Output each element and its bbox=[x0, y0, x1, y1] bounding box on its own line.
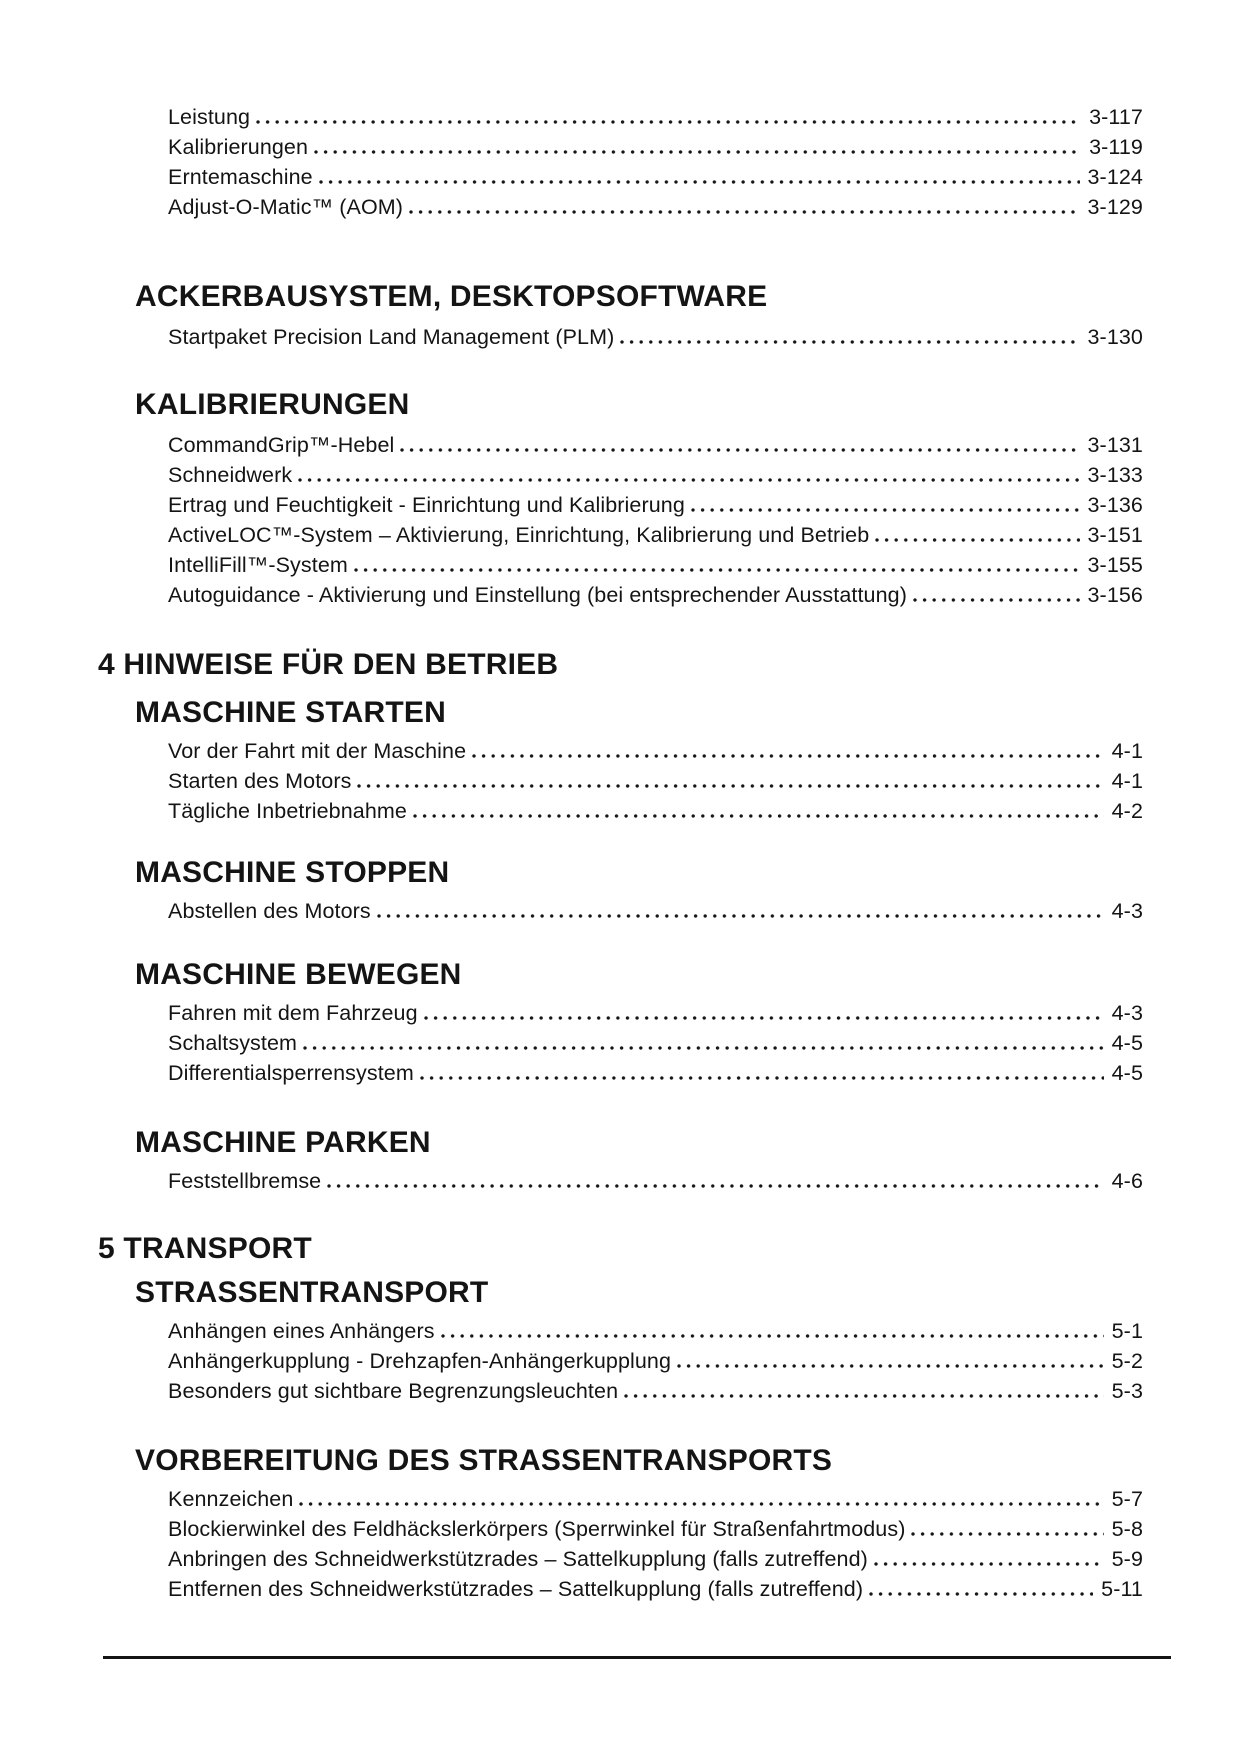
toc-entry bbox=[168, 998, 1143, 1028]
toc-entry bbox=[168, 1316, 1143, 1346]
dot-leader bbox=[327, 1184, 1103, 1188]
toc-entry-page: 5-3 bbox=[1111, 1379, 1143, 1403]
toc-entry-page: 3-129 bbox=[1087, 195, 1143, 219]
toc-entry-title: IntelliFill™-System bbox=[168, 553, 348, 577]
toc-entry bbox=[168, 580, 1143, 610]
toc-entry-page: 3-156 bbox=[1087, 583, 1143, 607]
toc-entry-title: Autoguidance - Aktivierung und Einstellung (bei entsprechender Ausstattung) bbox=[168, 583, 907, 607]
toc-entry-title: Anhängen eines Anhängers bbox=[168, 1319, 435, 1343]
toc-entry bbox=[168, 322, 1143, 352]
toc-entry-title: Fahren mit dem Fahrzeug bbox=[168, 1001, 418, 1025]
toc-entry-page: 3-136 bbox=[1087, 493, 1143, 517]
toc-entry-title: Vor der Fahrt mit der Maschine bbox=[168, 739, 467, 763]
toc-entry-page: 5-8 bbox=[1111, 1517, 1143, 1541]
dot-leader bbox=[913, 598, 1080, 602]
toc-entry-title: Kalibrierungen bbox=[168, 135, 309, 159]
toc-entry-page: 5-7 bbox=[1111, 1487, 1143, 1511]
toc-entry bbox=[168, 1484, 1143, 1514]
section-heading: STRASSENTRANSPORT bbox=[135, 1276, 489, 1309]
chapter-heading: 4 HINWEISE FÜR DEN BETRIEB bbox=[98, 648, 559, 681]
toc-entry-title: Tägliche Inbetriebnahme bbox=[168, 799, 407, 823]
toc-entry-title: Ertrag und Feuchtigkeit - Einrichtung und Kalibrierung bbox=[168, 493, 685, 517]
toc-entry-title: Besonders gut sichtbare Begrenzungsleuchten bbox=[168, 1379, 619, 1403]
toc-entry bbox=[168, 520, 1143, 550]
toc-entry-page: 5-1 bbox=[1111, 1319, 1143, 1343]
toc-entry-title: Schaltsystem bbox=[168, 1031, 298, 1055]
toc-entry-title: Abstellen des Motors bbox=[168, 899, 371, 923]
section-heading: ACKERBAUSYSTEM, DESKTOPSOFTWARE bbox=[135, 280, 768, 313]
dot-leader bbox=[377, 914, 1104, 918]
toc-entry bbox=[168, 1058, 1143, 1088]
toc-entry-page: 3-124 bbox=[1087, 165, 1143, 189]
toc-entry bbox=[168, 896, 1143, 926]
dot-leader bbox=[624, 1394, 1104, 1398]
section-heading: VORBEREITUNG DES STRASSENTRANSPORTS bbox=[135, 1444, 833, 1477]
toc-entry-title: Entfernen des Schneidwerkstützrades – Sattelkupplung (falls zutreffend) bbox=[168, 1577, 864, 1601]
dot-leader bbox=[299, 1502, 1103, 1506]
dot-leader bbox=[409, 210, 1079, 214]
toc-entry bbox=[168, 132, 1143, 162]
toc-entry-title: Adjust-O-Matic™ (AOM) bbox=[168, 195, 404, 219]
toc-entry bbox=[168, 796, 1143, 826]
toc-entry-page: 4-1 bbox=[1111, 739, 1143, 763]
dot-leader bbox=[420, 1076, 1104, 1080]
dot-leader bbox=[424, 1016, 1104, 1020]
toc-entry-title: Starten des Motors bbox=[168, 769, 352, 793]
dot-leader bbox=[441, 1334, 1104, 1338]
toc-entry-title: Kennzeichen bbox=[168, 1487, 294, 1511]
dot-leader bbox=[691, 508, 1080, 512]
toc-entry-title: Differentialsperrensystem bbox=[168, 1061, 414, 1085]
chapter-heading: 5 TRANSPORT bbox=[98, 1232, 312, 1265]
dot-leader bbox=[869, 1592, 1093, 1596]
dot-leader bbox=[413, 814, 1104, 818]
toc-entry bbox=[168, 1376, 1143, 1406]
toc-entry-page: 4-1 bbox=[1111, 769, 1143, 793]
toc-entry-page: 3-151 bbox=[1087, 523, 1143, 547]
toc-entry bbox=[168, 430, 1143, 460]
dot-leader bbox=[298, 478, 1079, 482]
toc-entry-page: 5-11 bbox=[1101, 1577, 1143, 1601]
toc-entry-page: 3-117 bbox=[1089, 105, 1143, 129]
toc-entry bbox=[168, 102, 1143, 132]
toc-entry bbox=[168, 550, 1143, 580]
dot-leader bbox=[677, 1364, 1104, 1368]
toc-entry-title: Feststellbremse bbox=[168, 1169, 322, 1193]
dot-leader bbox=[354, 568, 1080, 572]
toc-entry-title: Startpaket Precision Land Management (PLM) bbox=[168, 325, 615, 349]
toc-entry-page: 4-6 bbox=[1111, 1169, 1143, 1193]
toc-entry-title: ActiveLOC™-System – Aktivierung, Einrichtung, Kalibrierung und Betrieb bbox=[168, 523, 870, 547]
toc-entry bbox=[168, 1544, 1143, 1574]
dot-leader bbox=[874, 1562, 1104, 1566]
toc-entry-title: Blockierwinkel des Feldhäckslerkörpers (Sperrwinkel für Straßenfahrtmodus) bbox=[168, 1517, 906, 1541]
toc-entry-page: 5-2 bbox=[1111, 1349, 1143, 1373]
toc-entry-title: Erntemaschine bbox=[168, 165, 313, 189]
dot-leader bbox=[620, 340, 1079, 344]
toc-entry-title: CommandGrip™-Hebel bbox=[168, 433, 395, 457]
toc-entry-page: 3-133 bbox=[1087, 463, 1143, 487]
toc-entry-page: 3-119 bbox=[1089, 135, 1143, 159]
toc-entry bbox=[168, 490, 1143, 520]
toc-entry-title: Leistung bbox=[168, 105, 251, 129]
toc-entry bbox=[168, 1028, 1143, 1058]
dot-leader bbox=[319, 180, 1080, 184]
toc-entry bbox=[168, 1166, 1143, 1196]
toc-entry bbox=[168, 1346, 1143, 1376]
dot-leader bbox=[911, 1532, 1103, 1536]
dot-leader bbox=[400, 448, 1079, 452]
toc-entry-group bbox=[98, 102, 1143, 222]
dot-leader bbox=[357, 784, 1103, 788]
toc-entry-page: 4-5 bbox=[1111, 1061, 1143, 1085]
toc-entry bbox=[168, 1574, 1143, 1604]
toc-entry bbox=[168, 766, 1143, 796]
dot-leader bbox=[314, 150, 1081, 154]
section-heading: MASCHINE BEWEGEN bbox=[135, 958, 462, 991]
toc-entry-page: 3-155 bbox=[1087, 553, 1143, 577]
footer-rule bbox=[103, 1656, 1171, 1659]
toc-entry-page: 3-130 bbox=[1087, 325, 1143, 349]
toc-entry-page: 4-5 bbox=[1111, 1031, 1143, 1055]
section-heading: KALIBRIERUNGEN bbox=[135, 388, 410, 421]
toc-entry-title: Anbringen des Schneidwerkstützrades – Sattelkupplung (falls zutreffend) bbox=[168, 1547, 868, 1571]
toc-entry-page: 5-9 bbox=[1111, 1547, 1143, 1571]
section-heading: MASCHINE STARTEN bbox=[135, 696, 446, 729]
toc-entry bbox=[168, 736, 1143, 766]
section-heading: MASCHINE STOPPEN bbox=[135, 856, 450, 889]
dot-leader bbox=[875, 538, 1079, 542]
toc-entry bbox=[168, 162, 1143, 192]
toc-entry-page: 4-2 bbox=[1111, 799, 1143, 823]
toc-entry-page: 4-3 bbox=[1111, 899, 1143, 923]
toc-entry bbox=[168, 460, 1143, 490]
toc-entry-page: 3-131 bbox=[1087, 433, 1143, 457]
section-heading: MASCHINE PARKEN bbox=[135, 1126, 431, 1159]
toc-entry-page: 4-3 bbox=[1111, 1001, 1143, 1025]
toc-entry-title: Schneidwerk bbox=[168, 463, 293, 487]
toc-entry bbox=[168, 1514, 1143, 1544]
dot-leader bbox=[256, 120, 1081, 124]
dot-leader bbox=[472, 754, 1103, 758]
toc-entry bbox=[168, 192, 1143, 222]
toc-entry-title: Anhängerkupplung - Drehzapfen-Anhängerkupplung bbox=[168, 1349, 672, 1373]
dot-leader bbox=[303, 1046, 1104, 1050]
